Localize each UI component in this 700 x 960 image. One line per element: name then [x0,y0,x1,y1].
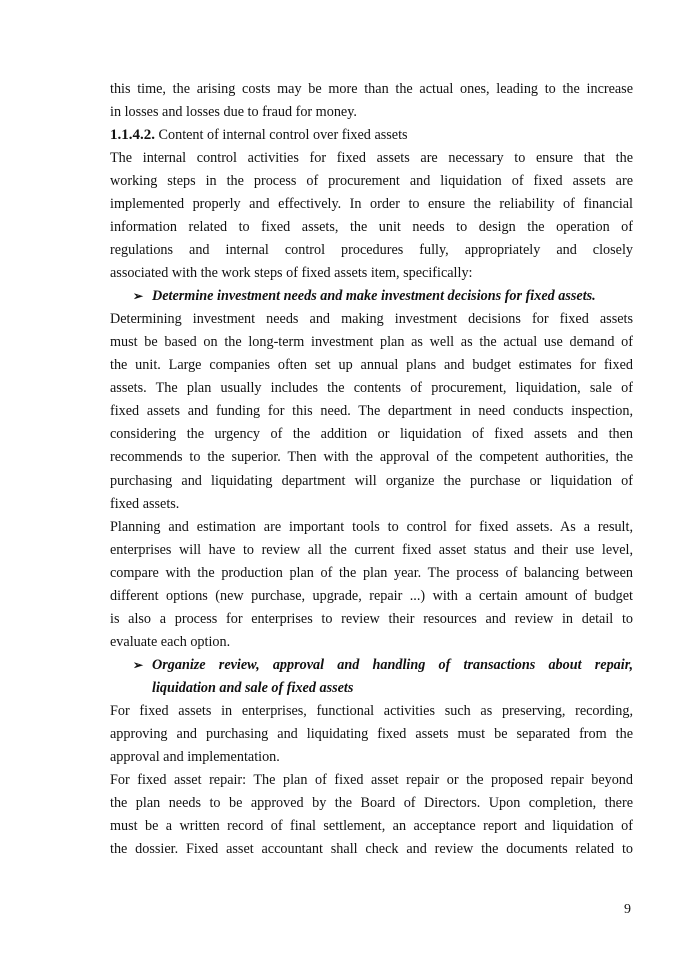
arrow-bullet-icon: ➢ [133,657,144,672]
text-line: in losses and losses due to fraud for money. [110,104,357,121]
section-title: Content of internal control over fixed assets [155,127,408,144]
text-line: compare with the production plan of the plan year. The process of balancing between [110,564,633,581]
text-line: fixed assets. [110,495,180,512]
text-line: different options (new purchase, upgrade, repair ...) with a certain amount of budget [110,587,633,604]
text-line: associated with the work steps of fixed assets item, specifically: [110,265,473,282]
text-line: regulations and internal control procedures fully, appropriately and closely [110,242,633,259]
text-line: must be based on the long-term investment plan as well as the actual use demand of [110,334,633,351]
bullet-heading-continuation [152,678,633,698]
text-line: must be a written record of final settlement, an acceptance report and liquidation of [110,817,633,834]
bullet-heading [133,655,633,675]
section-number: 1.1.4.2. [110,127,155,144]
text-line: the dossier. Fixed asset accountant shall check and review the documents related to [110,840,633,857]
text-line: The internal control activities for fixed assets are necessary to ensure that the [110,150,633,167]
text-line: information related to fixed assets, the unit needs to design the operation of [110,219,633,236]
text-line: working steps in the process of procurement and liquidation of fixed assets are [110,173,633,190]
section-heading [110,125,633,145]
text-line: the plan needs to be approved by the Board of Directors. Upon completion, there [110,794,633,811]
text-line: is also a process for enterprises to review their resources and review in detail to [110,610,633,627]
bullet-text: Determine investment needs and make investment decisions for fixed assets. [152,288,596,305]
text-line: fixed assets and funding for this need. The department in need conducts inspection, [110,403,633,420]
text-line: implemented properly and effectively. In order to ensure the reliability of financial [110,196,633,213]
arrow-bullet-icon: ➢ [133,289,144,304]
bullet-text: liquidation and sale of fixed assets [152,679,354,696]
text-line: For fixed asset repair: The plan of fixed asset repair or the proposed repair beyond [110,771,633,788]
text-line: approving and purchasing and liquidating fixed assets must be separated from the [110,725,633,742]
text-line: considering the urgency of the addition or liquidation of fixed assets and then [110,426,633,443]
text-line: this time, the arising costs may be more than the actual ones, leading to the increase [110,81,633,97]
bullet-text: Organize review, approval and handling of transactions about repair, [152,656,633,673]
bullet-heading [133,286,633,306]
page-number: 9 [624,902,631,917]
text-line: Planning and estimation are important tools to control for fixed assets. As a result, [110,518,633,535]
text-line: approval and implementation. [110,748,280,765]
text-line: evaluate each option. [110,633,231,650]
text-line: enterprises will have to review all the current fixed asset status and their use level, [110,541,633,558]
text-line: the unit. Large companies often set up annual plans and budget estimates for fixed [110,357,633,374]
text-line: Determining investment needs and making investment decisions for fixed assets [110,311,633,328]
text-line: assets. The plan usually includes the contents of procurement, liquidation, sale of [110,380,633,397]
text-line: recommends to the superior. Then with the approval of the competent authorities, the [110,449,633,466]
text-line: For fixed assets in enterprises, functional activities such as preserving, recording, [110,702,633,719]
text-line: purchasing and liquidating department will organize the purchase or liquidation of [110,472,633,489]
